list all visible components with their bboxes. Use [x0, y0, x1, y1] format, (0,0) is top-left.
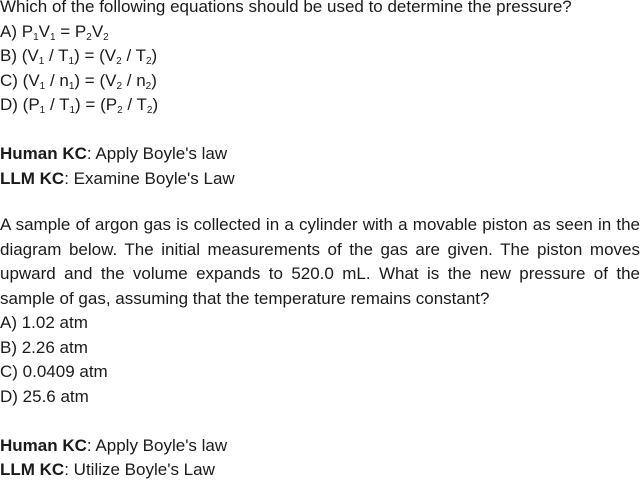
llm-kc-value: : Examine Boyle's Law [64, 168, 235, 188]
human-kc-value: : Apply Boyle's law [86, 144, 228, 163]
option-item: B) $(V_1 / T_1) = (V_2 / T_2)$ [0, 46, 158, 67]
question-2-llm-kc [0, 458, 640, 483]
question-1 [0, 0, 640, 191]
question-2-human-kc [0, 434, 640, 459]
question-1-options [0, 20, 640, 118]
llm-kc-label: LLM KC [0, 168, 65, 188]
human-kc-label: Human KC [0, 435, 87, 455]
option-item: D) 25.6 atm [0, 386, 89, 406]
question-2-stem: A sample of argon gas is collected in a cylinder with a movable piston as seen in the diagram below. The initial measurements of the gas are given. The piston moves upward and the volume expands to 520.0 mL. What is the new pressure of the sample of gas, assuming that the temperature remains constant? [0, 215, 640, 308]
question-2 [0, 213, 640, 483]
option-item: A) 1.02 atm [0, 313, 88, 332]
option-item: A) $P_1V_1 = P_2V_2$ [0, 21, 109, 43]
option-item: B) 2.26 atm [0, 337, 88, 357]
option-item: D) $(P_1 / T_1) = (P_2 / T_2)$ [0, 95, 159, 116]
human-kc-label: Human KC [0, 144, 87, 163]
question-1-human-kc [0, 142, 640, 167]
llm-kc-value: : Utilize Boyle's Law [64, 460, 215, 479]
option-item: C) 0.0409 atm [0, 362, 108, 381]
llm-kc-label: LLM KC [0, 460, 65, 479]
option-item: C) $(V_1 / n_1) = (V_2 / n_2)$ [0, 70, 157, 92]
human-kc-value: : Apply Boyle's law [86, 435, 228, 455]
question-1-stem: Which of the following equations should be used to determine the pressure? [0, 0, 572, 16]
question-1-llm-kc [0, 167, 640, 192]
